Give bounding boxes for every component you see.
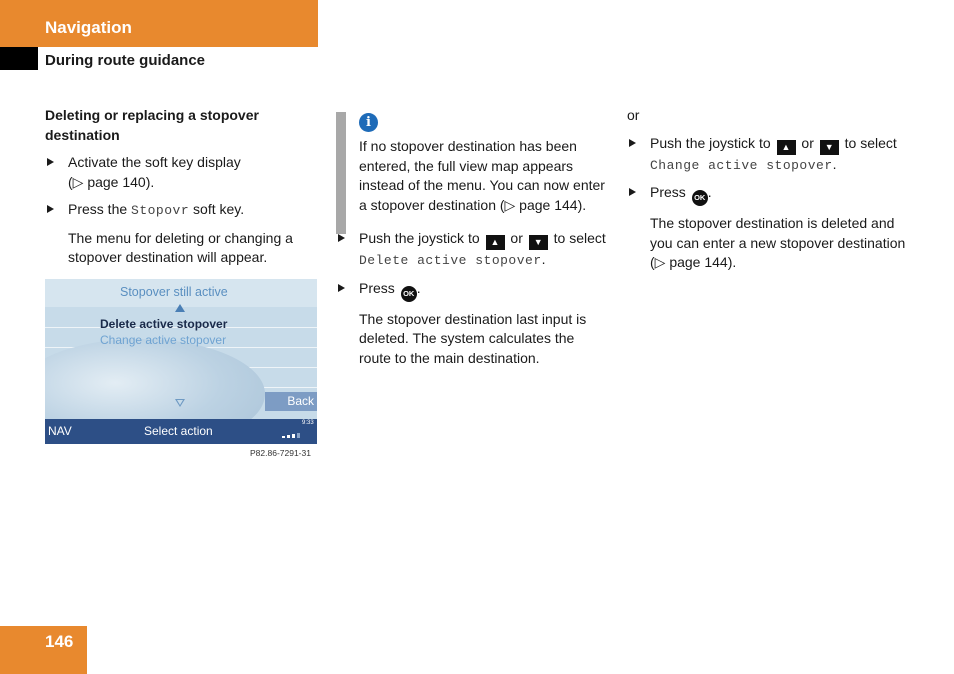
subsection-title: During route guidance	[45, 52, 206, 69]
display-screenshot	[45, 279, 317, 444]
step-activate-softkeys: Activate the soft key display (▷ page 140).	[45, 153, 307, 192]
step-select-change: Push the joystick to ▲ or ▼ to select Change active stopover.	[627, 134, 907, 176]
option-delete-active-stopover: Delete active stopover	[359, 253, 542, 268]
status-mode: NAV	[48, 424, 72, 438]
page-number-box	[0, 626, 87, 674]
joystick-up-icon: ▲	[486, 235, 505, 250]
info-icon: i	[359, 113, 378, 132]
section-marker	[0, 47, 38, 70]
status-action: Select action	[144, 424, 213, 438]
topic-heading: Deleting or replacing a stopover destination	[45, 107, 259, 143]
menu-item-delete-stopover: Delete active stopover	[100, 317, 228, 331]
signal-icon	[282, 436, 285, 438]
step-result-note: The menu for deleting or changing a stopover destination will appear.	[68, 229, 293, 265]
screen-back-softkey: Back	[265, 392, 317, 411]
joystick-down-icon: ▼	[820, 140, 839, 155]
stopovr-softkey-label: Stopovr	[131, 203, 190, 218]
page-number: 146	[45, 632, 74, 651]
step-press-ok: Press OK .	[627, 183, 907, 206]
or-separator: or	[627, 107, 640, 123]
change-result-note: The stopover destination is deleted and you can enter a new stopover destination (▷ page 144).	[650, 215, 906, 270]
scroll-down-icon	[175, 399, 185, 407]
joystick-down-icon: ▼	[529, 235, 548, 250]
delete-result-note: The stopover destination last input is deleted. The system calculates the route to the main destination.	[359, 310, 587, 366]
info-note	[336, 112, 606, 215]
info-text: If no stopover destination has been entered, the full view map appears instead of the menu. You can now enter a stopover destination (▷ page 144).	[359, 138, 605, 213]
step-press-ok: Press OK .	[336, 279, 606, 302]
column-middle	[336, 112, 606, 376]
column-left	[45, 106, 307, 276]
ok-button-icon: OK	[692, 190, 708, 206]
screen-status-bar	[45, 419, 317, 444]
ok-button-icon: OK	[401, 286, 417, 302]
screen-menu-title: Stopover still active	[120, 285, 228, 299]
info-sidebar	[336, 112, 346, 234]
column-right	[627, 106, 907, 281]
step-select-delete: Push the joystick to ▲ or ▼ to select Delete active stopover.	[336, 229, 606, 271]
page-ref: (▷ page 140).	[68, 173, 155, 190]
status-clock: 9:33	[302, 420, 314, 426]
joystick-up-icon: ▲	[777, 140, 796, 155]
section-title: Navigation	[45, 18, 132, 37]
menu-item-change-stopover: Change active stopover	[100, 333, 227, 347]
option-change-active-stopover: Change active stopover	[650, 157, 833, 173]
step-press-stopovr: Press the Stopovr soft key.	[45, 200, 307, 221]
image-reference-code: P82.86-7291-31	[250, 448, 311, 458]
scroll-up-icon	[175, 304, 185, 312]
